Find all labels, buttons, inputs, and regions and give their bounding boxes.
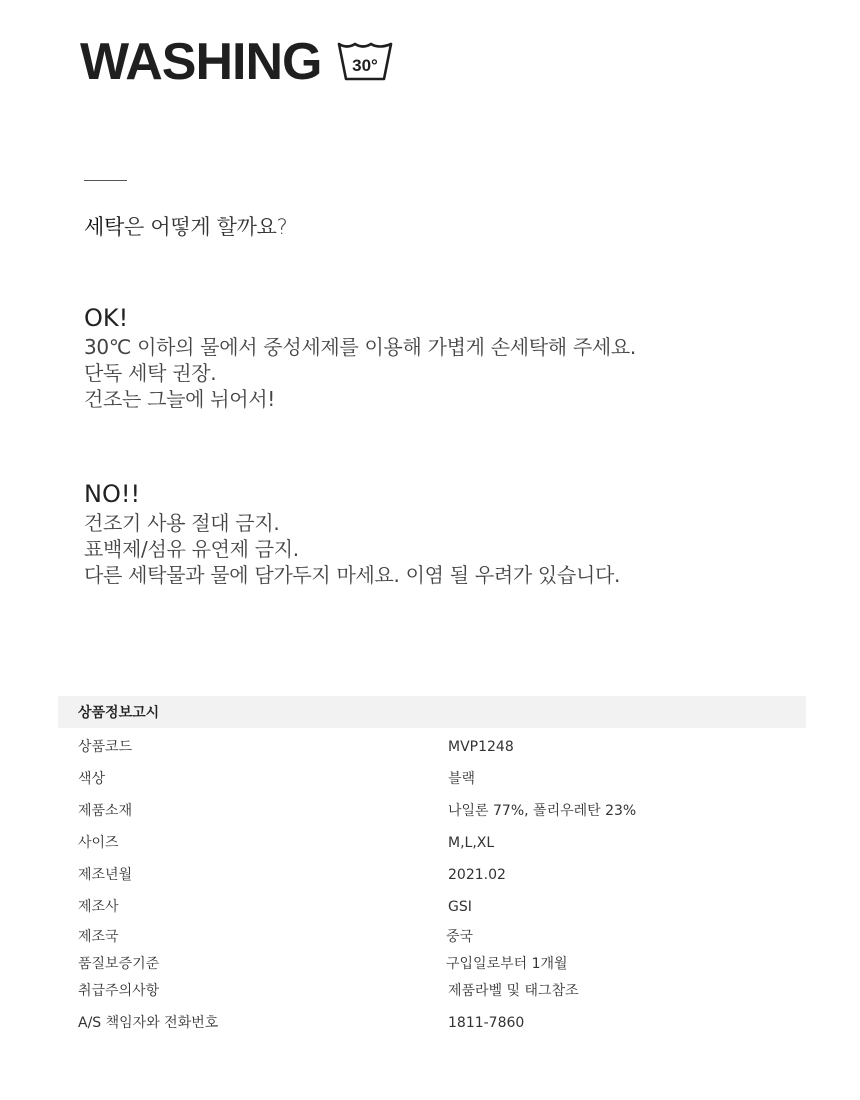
no-section [84,478,620,588]
info-label: A/S 책임자와 전화번호 [78,1015,219,1031]
ok-line: 건조는 그늘에 뉘어서! [84,387,276,411]
info-value: 구입일로부터 1개월 [446,956,568,972]
ok-heading: OK! [84,304,129,332]
info-row [58,864,806,886]
divider [84,180,127,181]
question-emphasis: 세탁 [84,215,124,239]
info-row [58,1012,806,1034]
info-label: 제조국 [78,929,119,945]
info-value: 제품라벨 및 태그참조 [448,983,579,999]
info-value: MVP1248 [448,739,514,755]
info-row [58,896,806,918]
product-info-heading: 상품정보고시 [58,696,806,728]
info-label: 제조년월 [78,867,133,883]
no-line: 다른 세탁물과 물에 담가두지 마세요. 이염 될 우려가 있습니다. [84,563,621,587]
info-row [58,926,806,948]
page-title: WASHING [80,33,322,91]
product-info-table [58,696,806,1031]
info-row [58,832,806,854]
info-row [58,800,806,822]
info-label: 취급주의사항 [78,983,160,999]
question-text: 은 어떻게 할까요? [123,215,288,239]
info-label: 사이즈 [78,835,119,851]
ok-line: 단독 세탁 권장. [84,361,217,385]
info-value: M,L,XL [448,835,495,851]
info-value: GSI [448,899,472,915]
wash-icon-label: 30° [352,56,379,75]
no-heading: NO!! [84,480,141,508]
info-row [58,768,806,790]
info-value: 2021.02 [448,867,506,883]
info-row [58,736,806,758]
wash-30-degree-icon [337,42,393,82]
info-label: 제조사 [78,899,119,915]
info-value: 1811-7860 [448,1015,525,1031]
ok-line: 30℃ 이하의 물에서 중성세제를 이용해 가볍게 손세탁해 주세요. [84,335,636,359]
info-label: 제품소재 [78,803,133,819]
info-label: 색상 [78,771,106,787]
washing-question [84,212,287,242]
info-value: 중국 [446,929,474,945]
no-line: 표백제/섬유 유연제 금지. [84,537,299,561]
info-row [58,980,806,1002]
info-label: 상품코드 [78,739,133,755]
info-value: 나일론 77%, 폴리우레탄 23% [448,803,637,819]
page-header [80,33,393,91]
info-row [58,953,806,975]
info-value: 블랙 [448,771,476,787]
info-label: 품질보증기준 [78,956,160,972]
ok-section [84,302,636,412]
no-line: 건조기 사용 절대 금지. [84,511,280,535]
